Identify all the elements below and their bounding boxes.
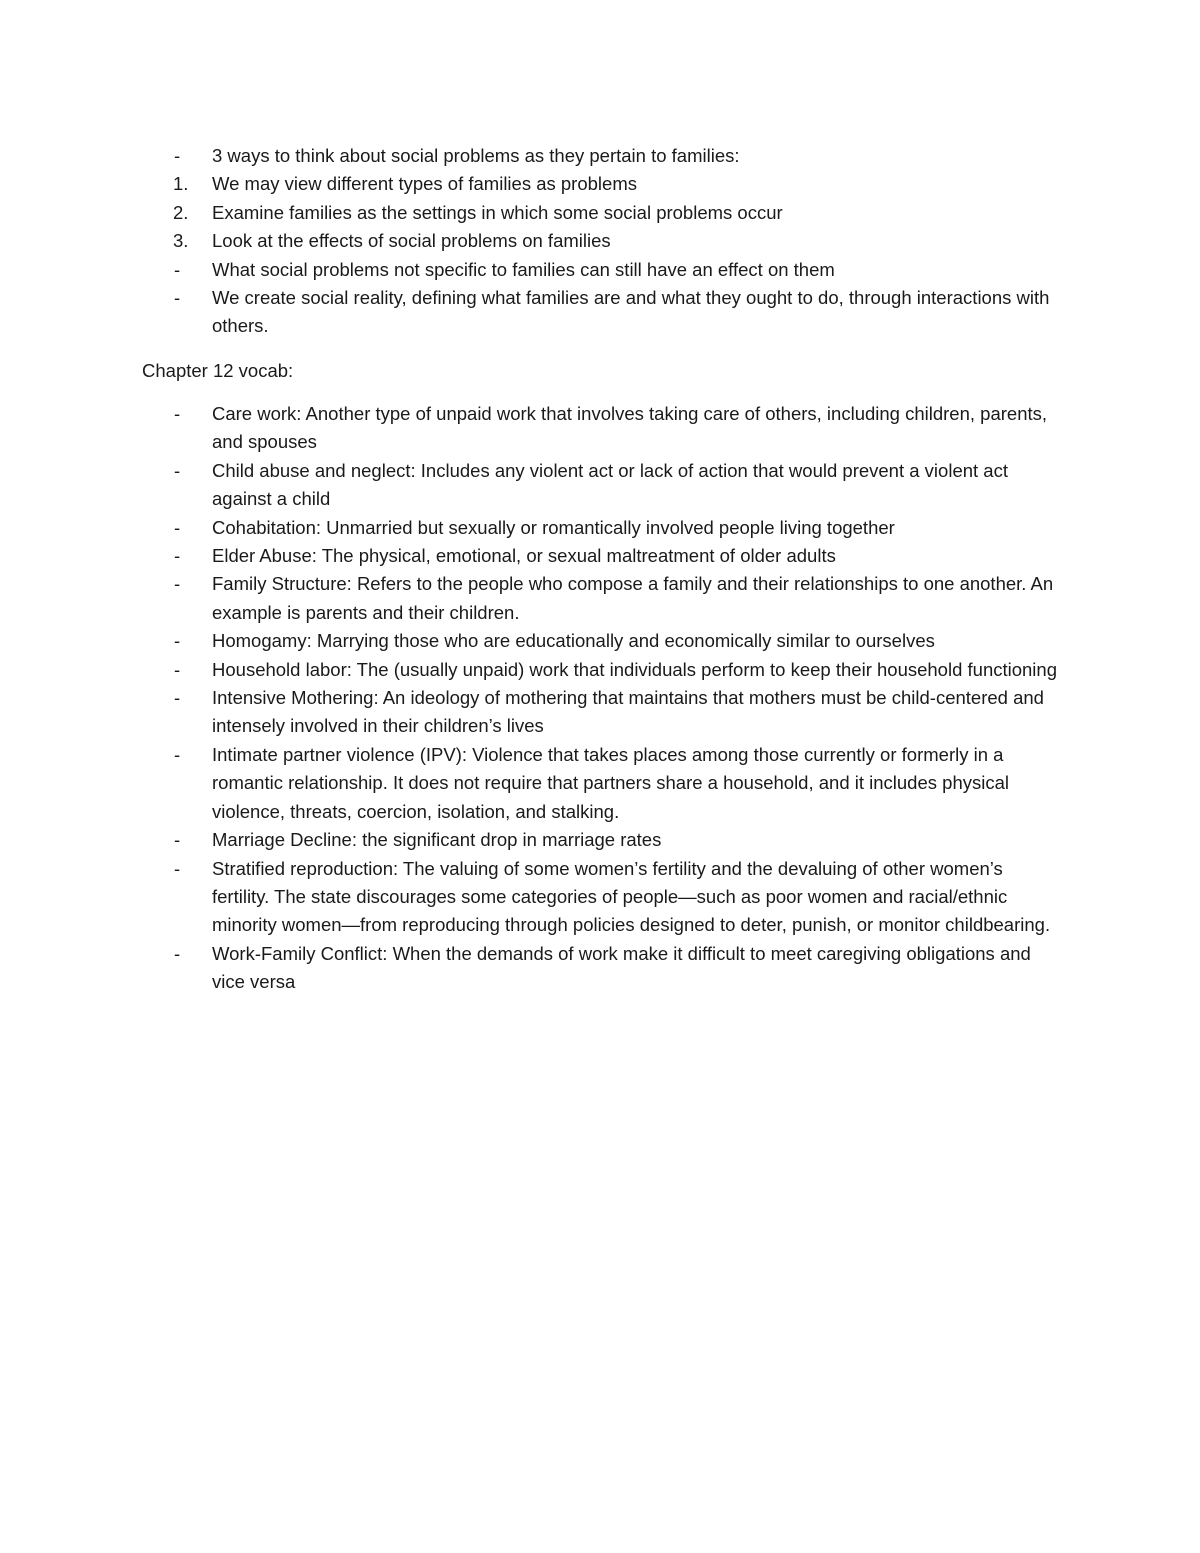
list-item-text: Household labor: The (usually unpaid) work that individuals perform to keep their household functioning <box>212 658 1057 680</box>
list-item-text: Child abuse and neglect: Includes any violent act or lack of action that would prevent a violent act against a child <box>212 459 1008 510</box>
list-marker: - <box>174 545 181 567</box>
list-marker: - <box>174 942 181 964</box>
list-marker: - <box>174 459 181 481</box>
list-item-text: We create social reality, defining what families are and what they ought to do, through interactions with others. <box>212 287 1050 337</box>
list-item <box>0 826 1200 854</box>
list-marker: - <box>174 145 181 166</box>
list-item-text: Intensive Mothering: An ideology of mothering that maintains that mothers must be child-centered and intensely involved in their children’s lives <box>212 687 1044 737</box>
list-item-text: Homogamy: Marrying those who are educationally and economically similar to ourselves <box>212 630 935 652</box>
list-item <box>0 170 1200 198</box>
list-item <box>0 741 1200 826</box>
list-item-text: Examine families as the settings in which some social problems occur <box>212 201 783 223</box>
list-item-text: Family Structure: Refers to the people who compose a family and their relationships to one another. An example is parents and their children. <box>212 573 1054 623</box>
list-item <box>0 570 1200 627</box>
list-marker: - <box>174 287 181 309</box>
list-item-text: We may view different types of families as problems <box>212 173 637 195</box>
list-item-text: Intimate partner violence (IPV): Violence that takes places among those currently or formerly in a romantic relationship. It does not require that partners share a household, and it includes physical violence, threats, coercion, isolation, and stalking. <box>212 743 1009 822</box>
list-marker: - <box>174 829 181 851</box>
list-item-text: Look at the effects of social problems on families <box>212 230 611 252</box>
list-item <box>0 656 1200 684</box>
list-item <box>0 142 1200 170</box>
list-item-text: Marriage Decline: the significant drop in marriage rates <box>212 829 662 851</box>
list-item-text: Elder Abuse: The physical, emotional, or sexual maltreatment of older adults <box>212 545 836 567</box>
list-marker: - <box>174 258 181 280</box>
list-item <box>0 227 1200 255</box>
list-marker: - <box>174 516 181 538</box>
list-marker: - <box>174 658 181 680</box>
list-item-text: Work-Family Conflict: When the demands of work make it difficult to meet caregiving obligations and vice versa <box>212 942 1031 993</box>
list-item-text: 3 ways to think about social problems as they pertain to families: <box>212 145 740 166</box>
list-marker: - <box>174 857 181 879</box>
list-marker: - <box>174 573 181 595</box>
list-item <box>0 514 1200 542</box>
vocab-list <box>0 400 1200 997</box>
vocab-section <box>0 400 1200 997</box>
section-heading: Chapter 12 vocab: <box>142 360 294 381</box>
list-item-text: Stratified reproduction: The valuing of some women’s fertility and the devaluing of other women’s fertility. The state discourages some categories of people—such as poor women and racial/ethnic minority women—from reproducing through policies designed to deter, punish, or monitor childbearing. <box>212 857 1051 936</box>
list-item <box>0 855 1200 940</box>
list-item <box>0 400 1200 457</box>
list-marker: 3. <box>173 230 189 252</box>
list-item <box>0 542 1200 570</box>
list-item <box>0 457 1200 514</box>
intro-list <box>0 142 1200 341</box>
list-marker: 1. <box>173 173 189 195</box>
list-marker: - <box>174 687 181 709</box>
list-marker: - <box>174 403 181 424</box>
list-item-text: What social problems not specific to families can still have an effect on them <box>212 258 835 280</box>
intro-section <box>0 142 1200 341</box>
list-marker: - <box>174 630 181 652</box>
list-marker: - <box>174 743 181 765</box>
list-marker: 2. <box>173 201 189 223</box>
list-item <box>0 284 1200 341</box>
list-item-text: Cohabitation: Unmarried but sexually or romantically involved people living together <box>212 516 895 538</box>
list-item <box>0 256 1200 284</box>
list-item <box>0 940 1200 997</box>
list-item-text: Care work: Another type of unpaid work that involves taking care of others, including children, parents, and spouses <box>212 403 1048 453</box>
list-item <box>0 627 1200 655</box>
list-item <box>0 684 1200 741</box>
list-item <box>0 199 1200 227</box>
